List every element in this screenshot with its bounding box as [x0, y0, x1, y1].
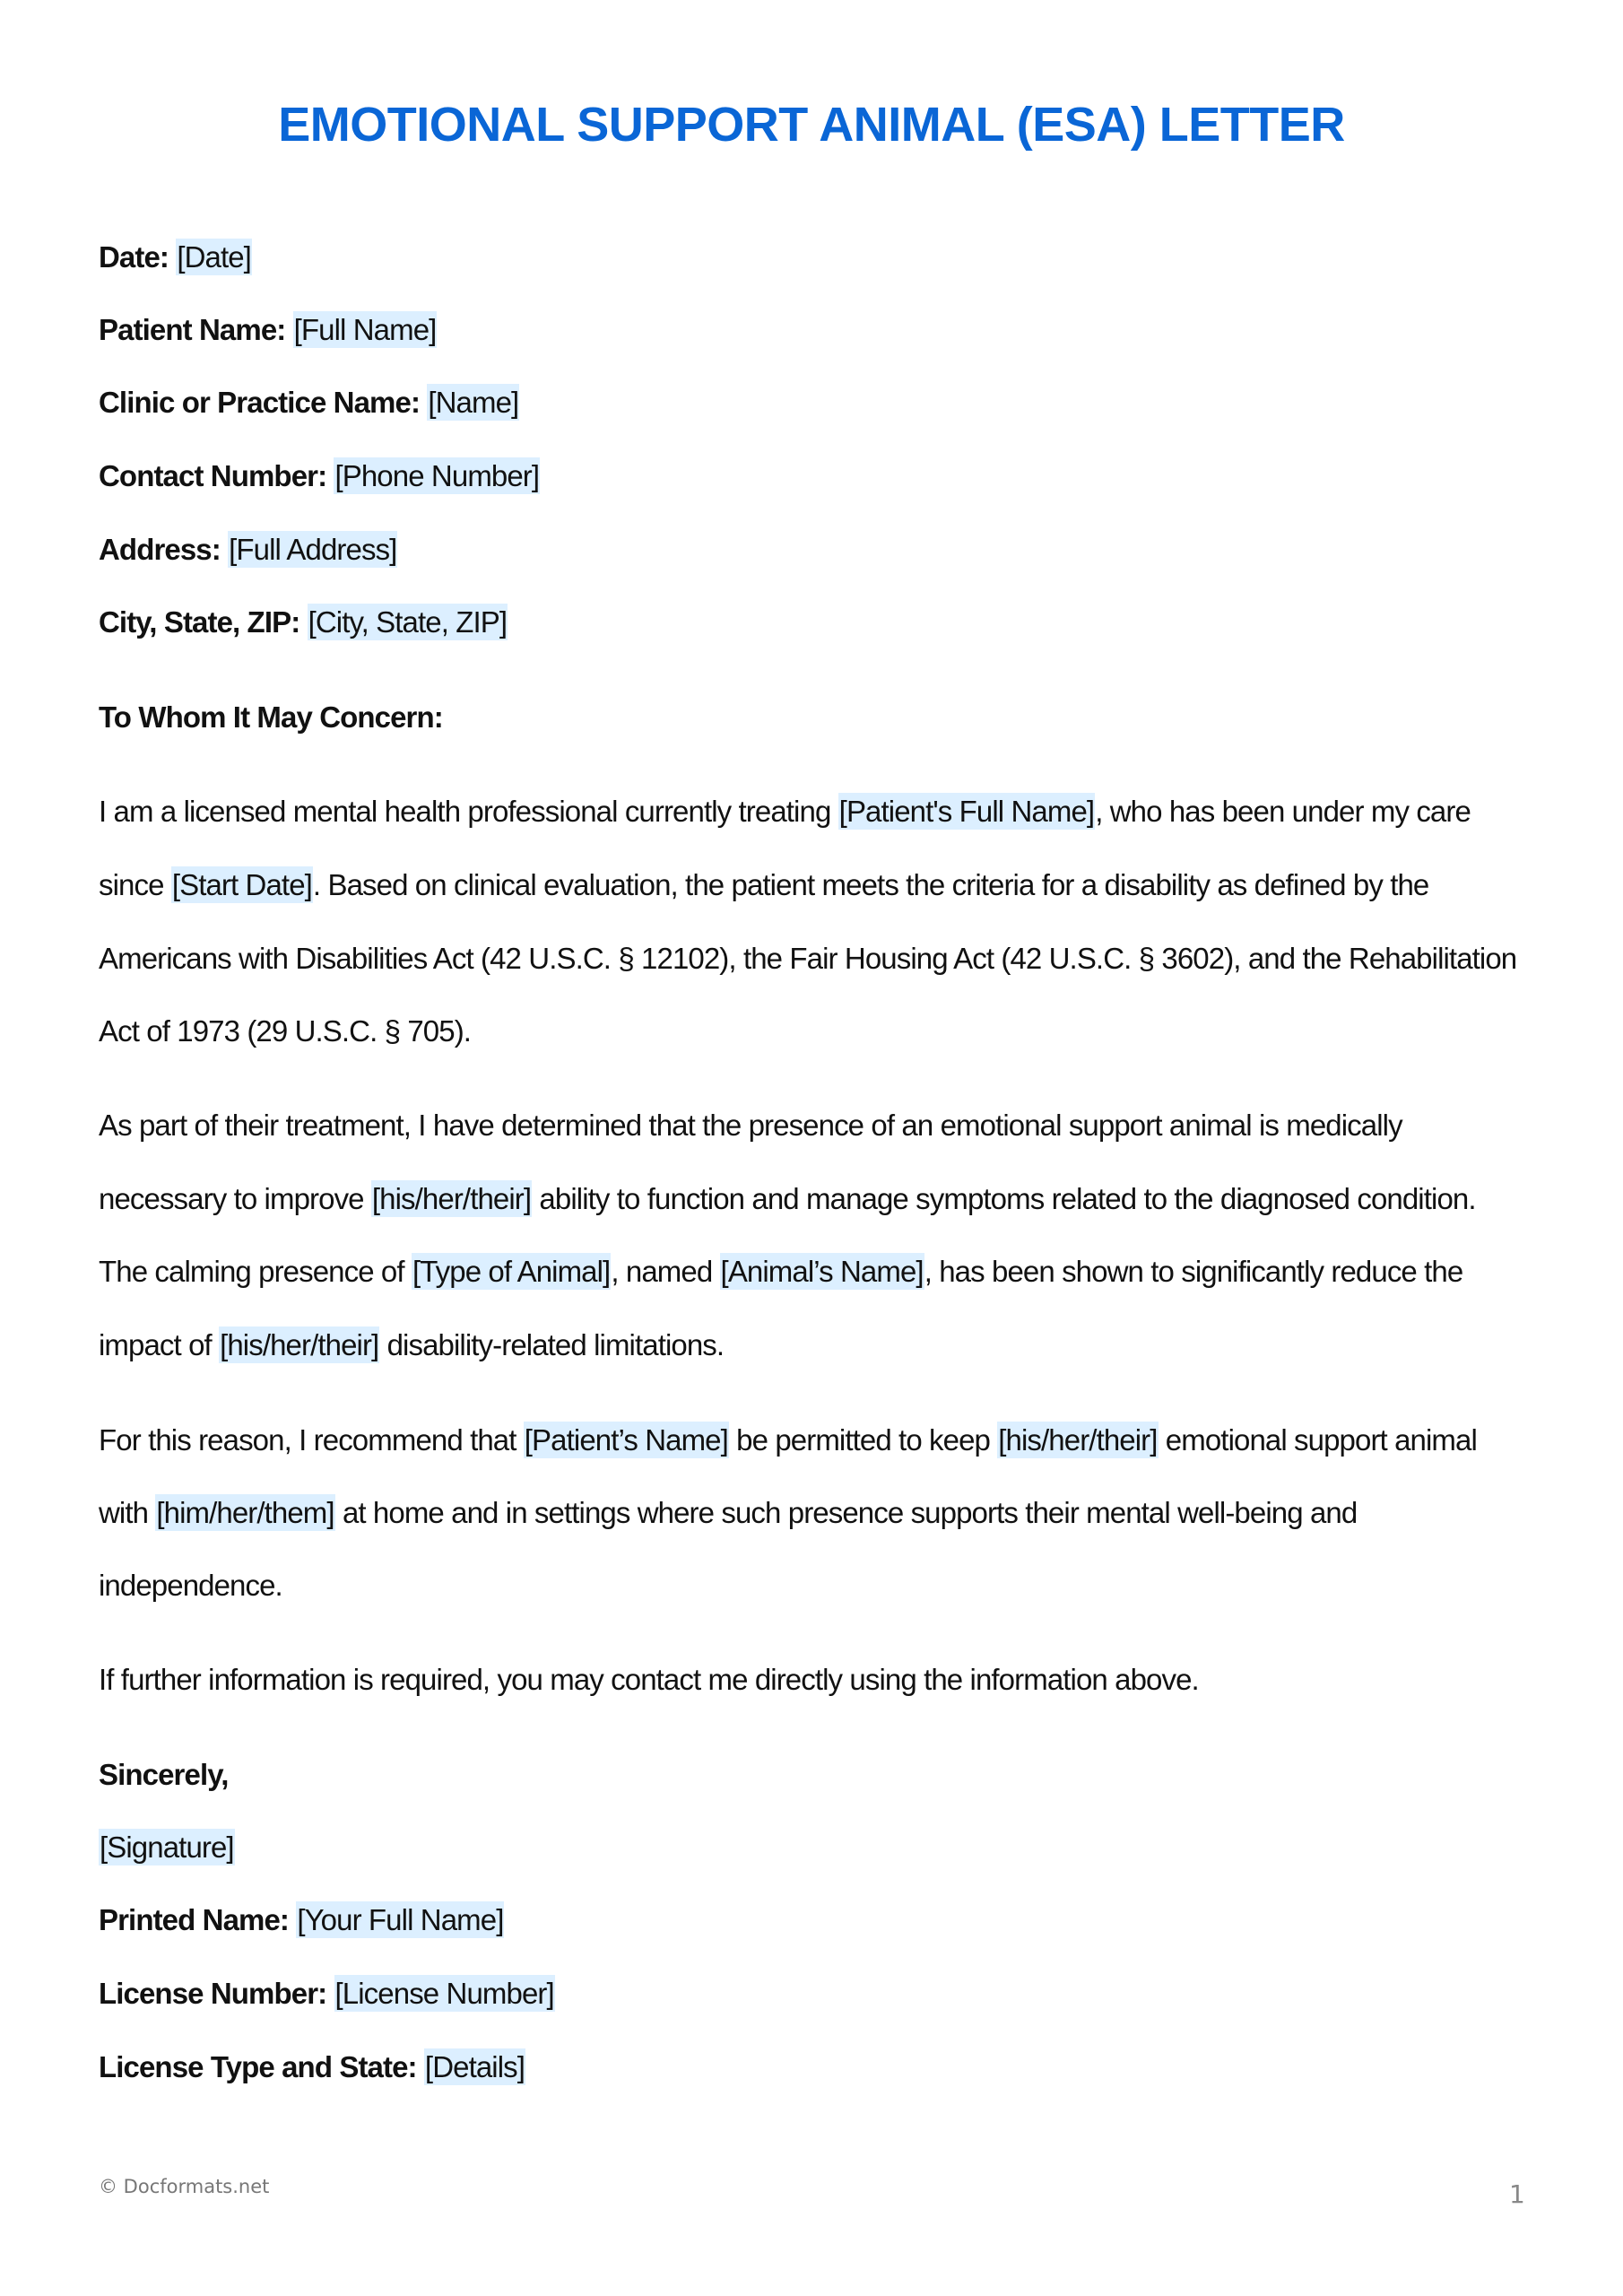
- placeholder-type-of-animal[interactable]: [Type of Animal]: [412, 1255, 611, 1288]
- field-label: License Number:: [99, 1977, 327, 2010]
- text: , named: [611, 1255, 720, 1288]
- field-label: Printed Name:: [99, 1903, 290, 1936]
- field-label: Contact Number:: [99, 459, 327, 492]
- placeholder-clinic-name[interactable]: [Name]: [428, 386, 519, 419]
- text: For this reason, I recommend that: [99, 1423, 524, 1457]
- placeholder-pronoun[interactable]: [his/her/their]: [371, 1182, 532, 1215]
- field-label: Clinic or Practice Name:: [99, 386, 421, 419]
- placeholder-full-name[interactable]: [Full Name]: [293, 313, 437, 346]
- placeholder-object-pronoun[interactable]: [him/her/them]: [156, 1496, 334, 1529]
- field-patient-name: [99, 308, 437, 352]
- text: with: [99, 1496, 156, 1529]
- placeholder-start-date[interactable]: [Start Date]: [171, 868, 312, 901]
- text: emotional support animal: [1158, 1423, 1477, 1457]
- text: disability-related limitations.: [379, 1328, 725, 1361]
- placeholder-date[interactable]: [Date]: [177, 240, 251, 274]
- paragraph-1-line-3: Americans with Disabilities Act (42 U.S.C. § 12102), the Fair Housing Act (42 U.S.C. § 3602), and the Rehabilitation: [99, 942, 1517, 975]
- field-license-type-state: [99, 2045, 525, 2090]
- field-contact-number: [99, 454, 540, 499]
- paragraph-2-line-3: [99, 1249, 1462, 1294]
- field-label: License Type and State:: [99, 2050, 417, 2083]
- text: I am a licensed mental health professional currently treating: [99, 795, 838, 828]
- placeholder-full-address[interactable]: [Full Address]: [229, 533, 397, 566]
- text: since: [99, 868, 171, 901]
- field-city-state-zip: [99, 600, 508, 645]
- paragraph-3-line-3: independence.: [99, 1569, 282, 1602]
- signature-line: [99, 1825, 235, 1870]
- placeholder-pronoun[interactable]: [his/her/their]: [998, 1423, 1158, 1457]
- field-license-number: [99, 1971, 555, 2016]
- paragraph-3-line-1: [99, 1418, 1477, 1463]
- field-label: Date:: [99, 240, 169, 274]
- paragraph-2-line-4: [99, 1323, 724, 1368]
- text: ability to function and manage symptoms related to the diagnosed condition.: [532, 1182, 1476, 1215]
- field-label: Address:: [99, 533, 221, 566]
- field-date: [99, 235, 252, 280]
- page-number: 1: [1509, 2179, 1525, 2209]
- text: necessary to improve: [99, 1182, 371, 1215]
- paragraph-4: If further information is required, you may contact me directly using the information above.: [99, 1663, 1199, 1696]
- text: , who has been under my care: [1095, 795, 1471, 828]
- field-address: [99, 527, 397, 572]
- text: . Based on clinical evaluation, the patient meets the criteria for a disability as defined by the: [312, 868, 1429, 901]
- placeholder-patient-full-name[interactable]: [Patient's Full Name]: [838, 795, 1095, 828]
- placeholder-animal-name[interactable]: [Animal’s Name]: [720, 1255, 924, 1288]
- placeholder-details[interactable]: [Details]: [424, 2050, 525, 2083]
- text: be permitted to keep: [728, 1423, 998, 1457]
- text: , has been shown to significantly reduce the: [924, 1255, 1463, 1288]
- placeholder-city-state-zip[interactable]: [City, State, ZIP]: [308, 605, 508, 639]
- text: impact of: [99, 1328, 220, 1361]
- field-printed-name: [99, 1898, 504, 1943]
- placeholder-phone-number[interactable]: [Phone Number]: [334, 459, 540, 492]
- field-label: City, State, ZIP:: [99, 605, 300, 639]
- paragraph-2-line-2: [99, 1177, 1476, 1222]
- field-label: Patient Name:: [99, 313, 286, 346]
- paragraph-1-line-2: [99, 863, 1428, 908]
- placeholder-patient-name[interactable]: [Patient’s Name]: [524, 1423, 728, 1457]
- field-clinic-name: [99, 380, 519, 425]
- paragraph-2-line-1: As part of their treatment, I have determined that the presence of an emotional support animal is medically: [99, 1109, 1402, 1142]
- placeholder-your-full-name[interactable]: [Your Full Name]: [297, 1903, 504, 1936]
- salutation: To Whom It May Concern:: [99, 700, 443, 734]
- text: The calming presence of: [99, 1255, 412, 1288]
- placeholder-license-number[interactable]: [License Number]: [334, 1977, 554, 2010]
- placeholder-signature[interactable]: [Signature]: [100, 1831, 234, 1864]
- paragraph-1-line-4: Act of 1973 (29 U.S.C. § 705).: [99, 1014, 472, 1048]
- paragraph-3-line-2: [99, 1491, 1357, 1535]
- footer-copyright: © Docformats.net: [99, 2176, 270, 2197]
- document-title: EMOTIONAL SUPPORT ANIMAL (ESA) LETTER: [278, 98, 1345, 152]
- text: at home and in settings where such presence supports their mental well-being and: [334, 1496, 1358, 1529]
- placeholder-pronoun[interactable]: [his/her/their]: [220, 1328, 379, 1361]
- closing: Sincerely,: [99, 1758, 229, 1791]
- paragraph-1-line-1: [99, 789, 1471, 834]
